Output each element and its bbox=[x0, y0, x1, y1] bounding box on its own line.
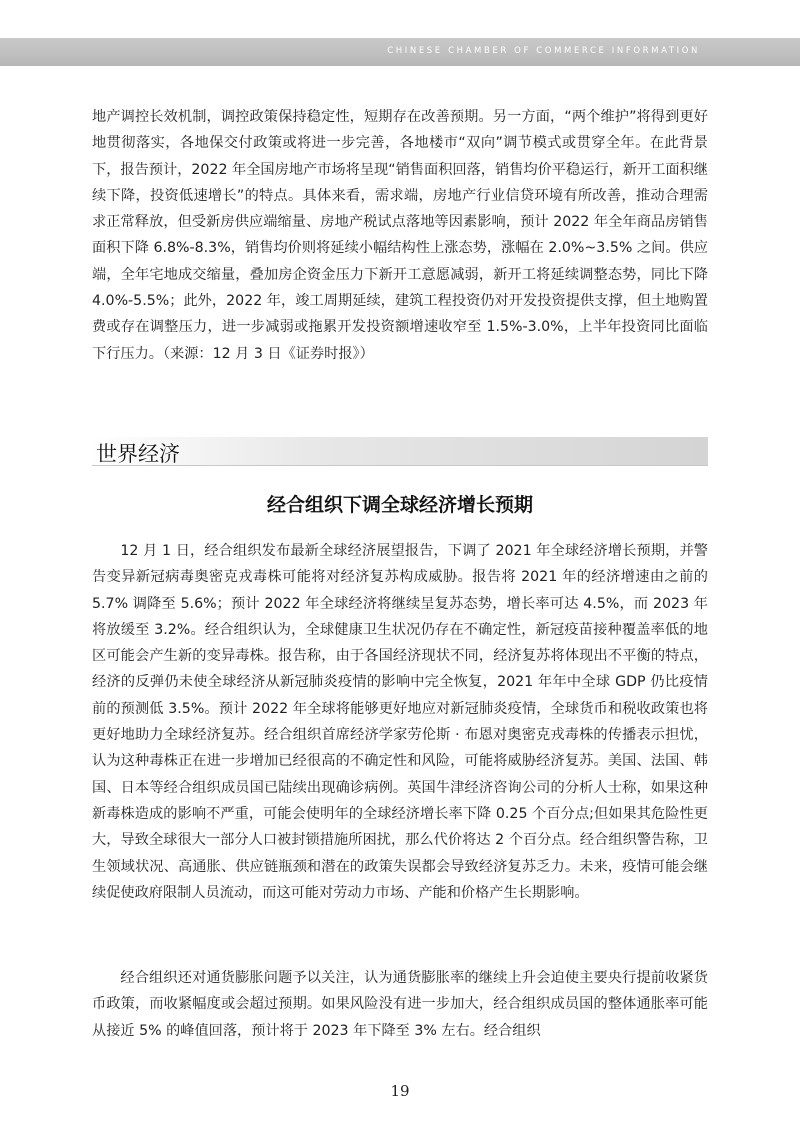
section-title: 世界经济 bbox=[96, 442, 180, 466]
article-title: 经合组织下调全球经济增长预期 bbox=[266, 494, 533, 516]
publication-header: CHINESE CHAMBER OF COMMERCE INFORMATION bbox=[387, 46, 700, 56]
article-paragraph-1: 12 月 1 日，经合组织发布最新全球经济展望报告，下调了 2021 年全球经济增长预期，并警告变异新冠病毒奥密克戎毒株可能将对经济复苏构成威胁。报告将 2021 年的经济增速由之前的 5.7% 调降至 5.6%；预计 2022 年全球经济将继续呈复苏态势，增长率可达 4.5%，而 2023 年将放缓至 3.2%。经合组织认为，全球健康卫生状况仍存在不确定性，新冠疫苗接种覆盖率低的地区可能会产生新的变异毒株。报告称，由于各国经济现状不同，经济复苏将体现出不平衡的特点，经济的反弹仍未使全球经济从新冠肺炎疫情的影响中完全恢复，2021 年年中全球 GDP 仍比疫情前的预测低 3.5%。预计 2022 年全球将能够更好地应对新冠肺炎疫情，全球货币和税收政策也将更好地助力全球经济复苏。经合组织首席经济学家劳伦斯 · 布恩对奥密克戎毒株的传播表示担忧，认为这种毒株正在进一步增加已经很高的不确定性和风险，可能将威胁经济复苏。美国、法国、韩国、日本等经合组织成员国已陆续出现确诊病例。英国牛津经济咨询公司的分析人士称，如果这种新毒株造成的影响不严重，可能会使明年的全球经济增长率下降 0.25 个百分点;但如果其危险性更大，导致全球很大一部分人口被封锁措施所困扰，那么代价将达 2 个百分点。经合组织警告称，卫生领域状况、高通胀、供应链瓶颈和潜在的政策失误都会导致经济复苏乏力。未来，疫情可能会继续促使政府限制人员流动，而这可能对劳动力市场、产能和价格产生长期影响。 bbox=[92, 543, 708, 901]
page-number: 19 bbox=[390, 1082, 410, 1100]
article-paragraph-2: 经合组织还对通货膨胀问题予以关注，认为通货膨胀率的继续上升会迫使主要央行提前收紧货币政策，而收紧幅度或会超过预期。如果风险没有进一步加大，经合组织成员国的整体通胀率可能从接近 5% 的峰值回落，预计将于 2023 年下降至 3% 左右。经合组织 bbox=[92, 970, 708, 1039]
section-bar bbox=[92, 437, 708, 466]
top-paragraph: 地产调控长效机制，调控政策保持稳定性，短期存在改善预期。另一方面，“两个维护”将得到更好地贯彻落实，各地保交付政策或将进一步完善，各地楼市“双向”调节模式或贯穿全年。在此背景下，报告预计，2022 年全国房地产市场将呈现“销售面积回落，销售均价平稳运行，新开工面积继续下降，投资低速增长”的特点。具体来看，需求端，房地产行业信贷环境有所改善，推动合理需求正常释放，但受新房供应端缩量、房地产税试点落地等因素影响，预计 2022 年全年商品房销售面积下降 6.8%-8.3%，销售均价则将延续小幅结构性上涨态势，涨幅在 2.0%~3.5% 之间。供应端，全年宅地成交缩量，叠加房企资金压力下新开工意愿减弱，新开工将延续调整态势，同比下降 4.0%-5.5%；此外，2022 年，竣工周期延续，建筑工程投资仍对开发投资提供支撑，但土地购置费或存在调整压力，进一步减弱或拖累开发投资额增速收窄至 1.5%-3.0%，上半年投资同比面临下行压力。（来源：12 月 3 日《证券时报》） bbox=[92, 109, 708, 362]
